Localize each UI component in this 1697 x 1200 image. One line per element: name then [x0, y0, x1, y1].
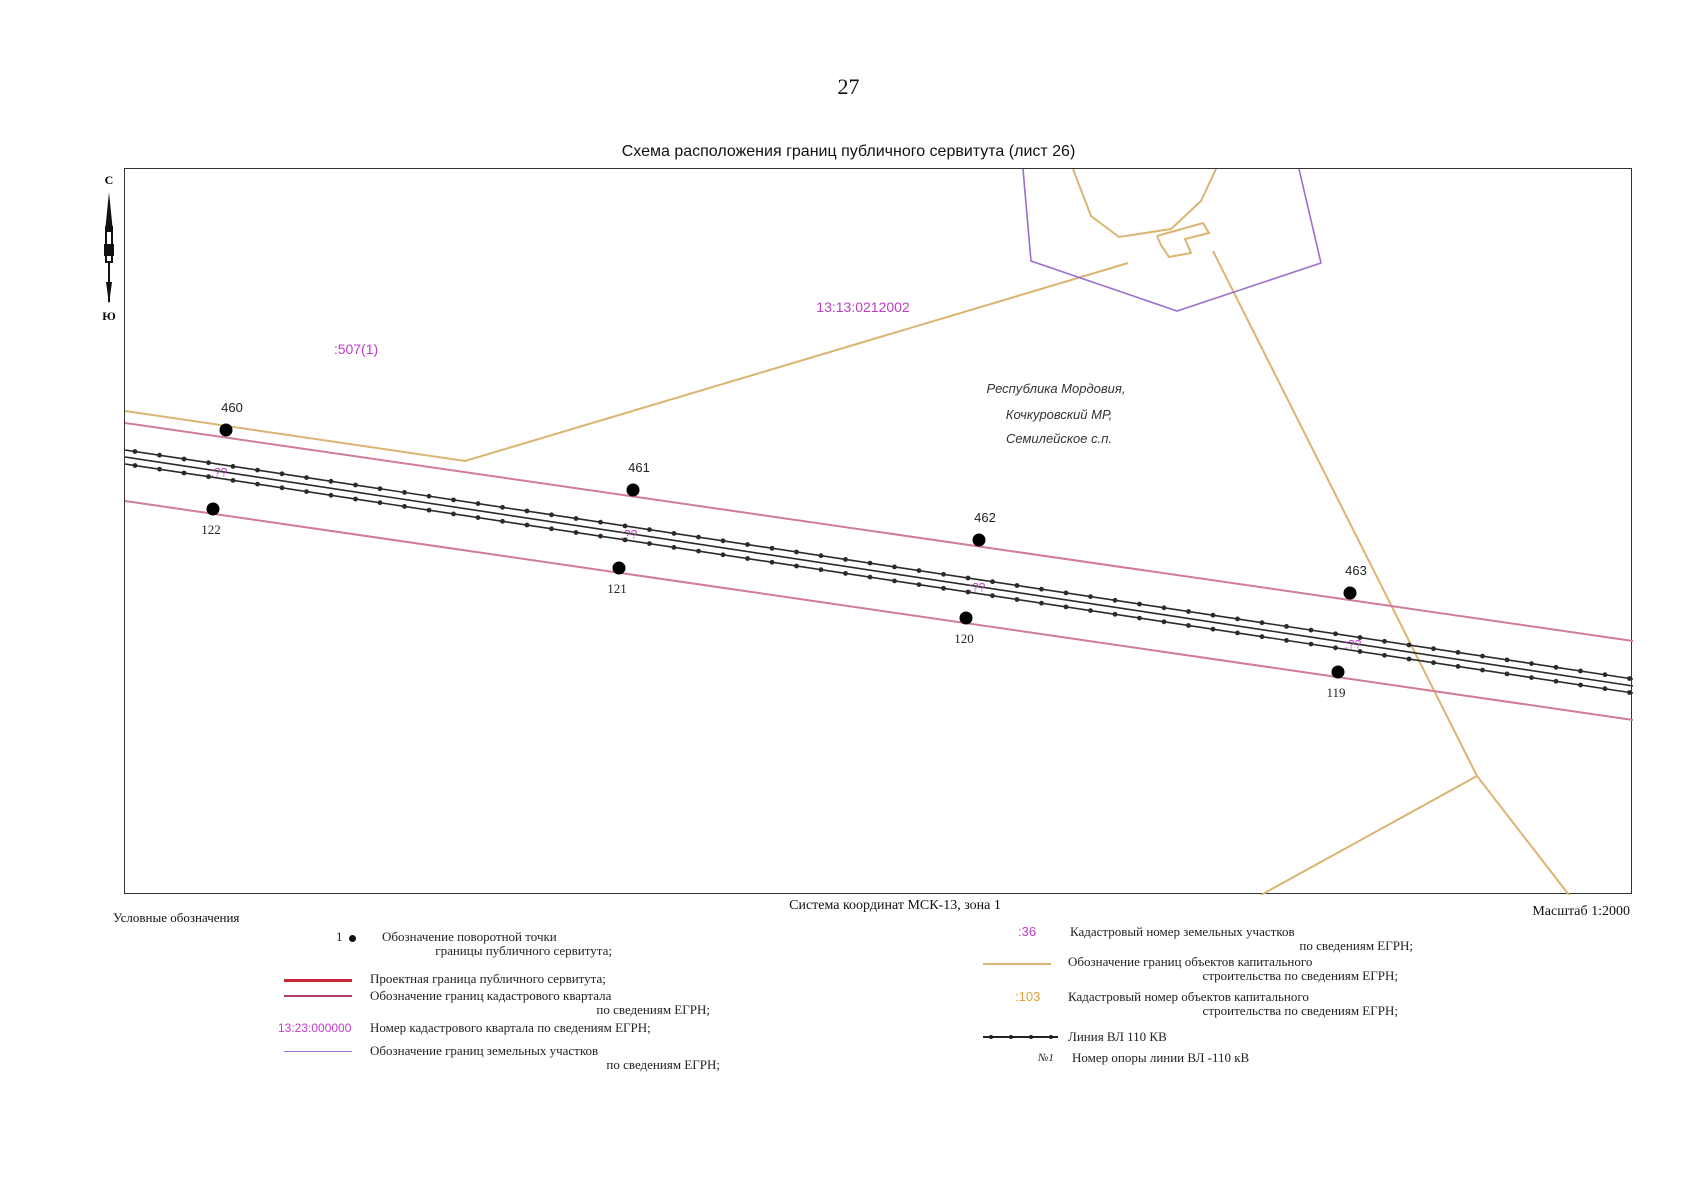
legend-capital-number-sample: :103 — [1015, 989, 1041, 1004]
power-line-tower-mark — [304, 475, 309, 480]
power-line-tower-mark — [1309, 628, 1314, 633]
pylon-label: :?? — [1344, 637, 1362, 652]
page-number: 27 — [837, 74, 860, 99]
legend-quarter-number-sample: 13:23:000000 — [278, 1021, 352, 1035]
turning-point-label-119: 119 — [1326, 685, 1346, 700]
power-line-tower-mark — [745, 542, 750, 547]
coordinate-system: Система координат МСК-13, зона 1 — [789, 898, 1001, 913]
power-line-tower-mark — [843, 557, 848, 562]
power-line-tower-mark — [574, 530, 579, 535]
turning-point-label-462: 462 — [974, 510, 996, 525]
power-line-tower-mark — [1627, 690, 1632, 695]
north-arrow-icon — [96, 172, 122, 324]
power-line-tower-mark — [868, 561, 873, 566]
power-line-tower-mark — [647, 527, 652, 532]
power-line-tower-mark — [182, 471, 187, 476]
power-line-tower-mark — [672, 545, 677, 550]
pylon-label: :?? — [620, 527, 638, 542]
power-line-tower-mark — [525, 523, 530, 528]
legend-item-parcel-number — [1070, 925, 1413, 953]
power-line-tower-mark — [255, 468, 260, 473]
power-line-tower-mark — [1186, 623, 1191, 628]
power-line-tower-mark — [378, 500, 383, 505]
power-line-tower-mark — [329, 493, 334, 498]
scheme-title: Схема расположения границ публичного сервитута (лист 26) — [621, 143, 1076, 160]
power-line-tower-mark — [280, 471, 285, 476]
capital-object-boundary-diagonal — [1213, 251, 1569, 895]
power-line-tower-mark — [1578, 683, 1583, 688]
power-line-tower-mark — [1505, 658, 1510, 663]
legend-item-pylon-number: Номер опоры линии ВЛ -110 кВ — [1072, 1050, 1250, 1065]
legend-item-turning-point-line1: Обозначение поворотной точки — [382, 929, 557, 944]
power-line-tower-mark — [255, 482, 260, 487]
turning-point-label-461: 461 — [628, 460, 650, 475]
power-line-tower-mark — [1235, 631, 1240, 636]
legend-title: Условные обозначения — [113, 910, 240, 925]
power-line-tower-mark — [794, 564, 799, 569]
legend-power-line-sample — [983, 1032, 1058, 1042]
power-line-tower-mark — [231, 478, 236, 483]
power-line-tower-mark — [598, 534, 603, 539]
power-line-tower-mark — [598, 520, 603, 525]
power-line-tower-mark — [941, 586, 946, 591]
power-line-tower-mark — [1162, 605, 1167, 610]
parcel-boundary — [1023, 169, 1321, 311]
power-line-tower-mark — [1260, 620, 1265, 625]
power-line-tower-mark — [1113, 598, 1118, 603]
power-line-tower-mark — [353, 483, 358, 488]
power-line-tower-mark — [1064, 591, 1069, 596]
map-canvas — [125, 169, 1633, 895]
region-line-1: Республика Мордовия, — [986, 381, 1126, 396]
power-line-tower-mark — [231, 464, 236, 469]
power-line-tower-mark — [843, 571, 848, 576]
power-line-tower-mark — [941, 572, 946, 577]
power-line-tower-mark — [1186, 609, 1191, 614]
power-line-tower-mark — [1578, 669, 1583, 674]
legend-item-parcel-boundary-line1: Обозначение границ земельных участков — [370, 1043, 599, 1058]
power-line-tower-mark — [1627, 676, 1632, 681]
power-line-tower-mark — [1039, 587, 1044, 592]
power-line-tower-mark — [1554, 679, 1559, 684]
power-line-tower-mark — [157, 453, 162, 458]
power-line-tower-mark — [1284, 624, 1289, 629]
power-line-tower-mark — [1211, 613, 1216, 618]
power-line-tower-mark — [402, 504, 407, 509]
power-line-tower-mark — [1407, 657, 1412, 662]
power-line-tower-mark — [1039, 601, 1044, 606]
power-line-tower-mark — [451, 512, 456, 517]
power-line-tower-mark — [892, 565, 897, 570]
power-line-tower-mark — [794, 550, 799, 555]
power-line-tower-mark — [182, 457, 187, 462]
power-line-tower-mark — [1235, 617, 1240, 622]
power-line-tower-mark — [378, 486, 383, 491]
legend-item-parcel-boundary — [370, 1044, 720, 1072]
power-line-tower-mark — [647, 541, 652, 546]
power-line-tower-mark — [1113, 612, 1118, 617]
power-line-tower-mark — [990, 593, 995, 598]
power-line-tower-mark — [1456, 664, 1461, 669]
turning-point-label-120: 120 — [954, 631, 974, 646]
cadastral-quarter-label: 13:13:0212002 — [816, 299, 910, 315]
region-line-2: Кочкуровский МР, — [1005, 407, 1113, 422]
power-line-tower-mark — [574, 516, 579, 521]
turning-point-label-460: 460 — [221, 400, 243, 415]
power-line-tower-mark — [1088, 608, 1093, 613]
legend-point-number: 1 — [336, 929, 343, 944]
legend-item-parcel-boundary-line2: по сведениям ЕГРН; — [606, 1057, 720, 1072]
power-line-tower-mark — [133, 449, 138, 454]
turning-point-label-121: 121 — [607, 581, 627, 596]
legend-capital-line-sample — [983, 963, 1051, 965]
legend-servitude-line-sample — [284, 979, 352, 982]
power-line-tower-mark — [1015, 597, 1020, 602]
power-line-tower-mark — [329, 479, 334, 484]
power-line-tower-mark — [133, 463, 138, 468]
power-line-tower-mark — [917, 568, 922, 573]
power-line-tower-mark — [1137, 616, 1142, 621]
legend-item-quarter-boundary-line2: по сведениям ЕГРН; — [596, 1002, 710, 1017]
legend-item-capital-number-line1: Кадастровый номер объектов капитального — [1068, 989, 1309, 1004]
legend-item-turning-point — [382, 930, 612, 958]
power-line-tower-mark — [451, 498, 456, 503]
legend-item-parcel-number-line2: по сведениям ЕГРН; — [1299, 938, 1413, 953]
scale-label: Масштаб 1:2000 — [1532, 904, 1630, 919]
power-line-tower-mark — [525, 509, 530, 514]
power-line-tower-mark — [157, 467, 162, 472]
power-line-tower-mark — [696, 535, 701, 540]
legend-item-quarter-boundary-line1: Обозначение границ кадастрового квартала — [370, 988, 612, 1003]
power-line-tower-mark — [500, 519, 505, 524]
legend-item-quarter-number: Номер кадастрового квартала по сведениям ЕГРН; — [370, 1020, 651, 1035]
turning-point-122 — [207, 503, 220, 516]
turning-point-461 — [627, 484, 640, 497]
power-line-tower-mark — [990, 579, 995, 584]
power-line-tower-mark — [1529, 661, 1534, 666]
power-line-tower-mark — [1260, 634, 1265, 639]
power-line-tower-mark — [353, 497, 358, 502]
turning-point-label-122: 122 — [201, 522, 221, 537]
servitude-boundary-lower — [125, 501, 1633, 720]
power-line-tower-mark — [1529, 675, 1534, 680]
power-line-tower-mark — [1382, 653, 1387, 658]
power-line-tower-mark — [280, 485, 285, 490]
servitude-boundary-upper — [125, 423, 1633, 641]
power-line-tower-mark — [1480, 654, 1485, 659]
power-line-tower-mark — [1456, 650, 1461, 655]
legend-item-capital-boundary — [1068, 955, 1398, 983]
power-line-tower-mark — [1333, 645, 1338, 650]
power-line-tower-mark — [1333, 631, 1338, 636]
power-line-tower-mark — [1309, 642, 1314, 647]
legend-pylon-number-sample: №1 — [1038, 1052, 1054, 1064]
capital-object-contour — [1073, 169, 1216, 237]
pylon-label: :?? — [968, 580, 986, 595]
pylon-label: :?? — [210, 465, 228, 480]
power-line-tower-mark — [1505, 672, 1510, 677]
power-line-vl-110 — [125, 449, 1633, 695]
legend-point-sample — [336, 930, 356, 944]
power-line-tower-mark — [721, 552, 726, 557]
capital-object-structure — [1157, 223, 1209, 257]
legend-item-quarter-boundary — [370, 989, 710, 1017]
region-line-3: Семилейское с.п. — [1006, 431, 1112, 446]
turning-point-462 — [973, 534, 986, 547]
power-line-tower-mark — [819, 567, 824, 572]
power-line-tower-mark — [1015, 583, 1020, 588]
legend-item-power-line: Линия ВЛ 110 КВ — [1068, 1029, 1167, 1044]
turning-point-121 — [613, 562, 626, 575]
power-line-tower-mark — [1137, 602, 1142, 607]
legend-item-servitude-boundary: Проектная граница публичного сервитута; — [370, 971, 606, 986]
power-line-tower-mark — [917, 582, 922, 587]
turning-point-120 — [960, 612, 973, 625]
legend-item-turning-point-line2: границы публичного сервитута; — [435, 943, 612, 958]
power-line-tower-mark — [672, 531, 677, 536]
power-line-tower-mark — [770, 546, 775, 551]
legend-quarter-line-sample — [284, 995, 352, 997]
power-line-tower-mark — [427, 508, 432, 513]
parcel-label: :507(1) — [333, 341, 379, 357]
legend-item-capital-number — [1068, 990, 1398, 1018]
turning-point-119 — [1332, 666, 1345, 679]
south-label: Ю — [102, 309, 116, 323]
power-line-tower-mark — [476, 515, 481, 520]
power-line-tower-mark — [1431, 660, 1436, 665]
power-line-tower-mark — [1162, 619, 1167, 624]
capital-object-boundary-branch — [1261, 776, 1477, 895]
legend-parcel-line-sample — [284, 1051, 352, 1052]
power-line-tower-mark — [1211, 627, 1216, 632]
turning-point-463 — [1344, 587, 1357, 600]
power-line-tower-mark — [1284, 638, 1289, 643]
power-line-tower-mark — [1603, 686, 1608, 691]
power-line-tower-mark — [304, 489, 309, 494]
power-line-tower-mark — [549, 526, 554, 531]
power-line-tower-mark — [696, 549, 701, 554]
power-line-tower-mark — [402, 490, 407, 495]
legend-item-capital-number-line2: строительства по сведениям ЕГРН; — [1202, 1003, 1398, 1018]
power-line-tower-mark — [1382, 639, 1387, 644]
map-frame — [124, 168, 1632, 894]
power-line-tower-mark — [721, 538, 726, 543]
power-line-tower-mark — [819, 553, 824, 558]
north-arrow — [96, 172, 122, 324]
north-label: С — [104, 173, 114, 187]
power-line-tower-mark — [745, 556, 750, 561]
legend-item-parcel-number-line1: Кадастровый номер земельных участков — [1070, 924, 1295, 939]
power-line-tower-mark — [770, 560, 775, 565]
legend-parcel-number-sample: :36 — [1018, 924, 1037, 939]
power-line-conductor — [125, 457, 1633, 686]
region-label — [987, 381, 1126, 446]
power-line-tower-mark — [1431, 646, 1436, 651]
capital-object-boundary-left — [125, 263, 1128, 461]
power-line-tower-mark — [427, 494, 432, 499]
power-line-tower-mark — [1603, 672, 1608, 677]
power-line-tower-mark — [892, 579, 897, 584]
power-line-tower-mark — [1554, 665, 1559, 670]
legend-item-capital-boundary-line1: Обозначение границ объектов капитального — [1068, 954, 1313, 969]
turning-point-label-463: 463 — [1345, 563, 1367, 578]
power-line-tower-mark — [868, 575, 873, 580]
power-line-tower-mark — [1088, 594, 1093, 599]
power-line-tower-mark — [549, 512, 554, 517]
power-line-tower-mark — [1480, 668, 1485, 673]
power-line-tower-mark — [500, 505, 505, 510]
turning-point-460 — [220, 424, 233, 437]
legend-point-dot-icon — [349, 935, 356, 942]
legend-item-capital-boundary-line2: строительства по сведениям ЕГРН; — [1202, 968, 1398, 983]
power-line-tower-mark — [1064, 605, 1069, 610]
power-line-tower-mark — [1407, 643, 1412, 648]
power-line-tower-mark — [476, 501, 481, 506]
